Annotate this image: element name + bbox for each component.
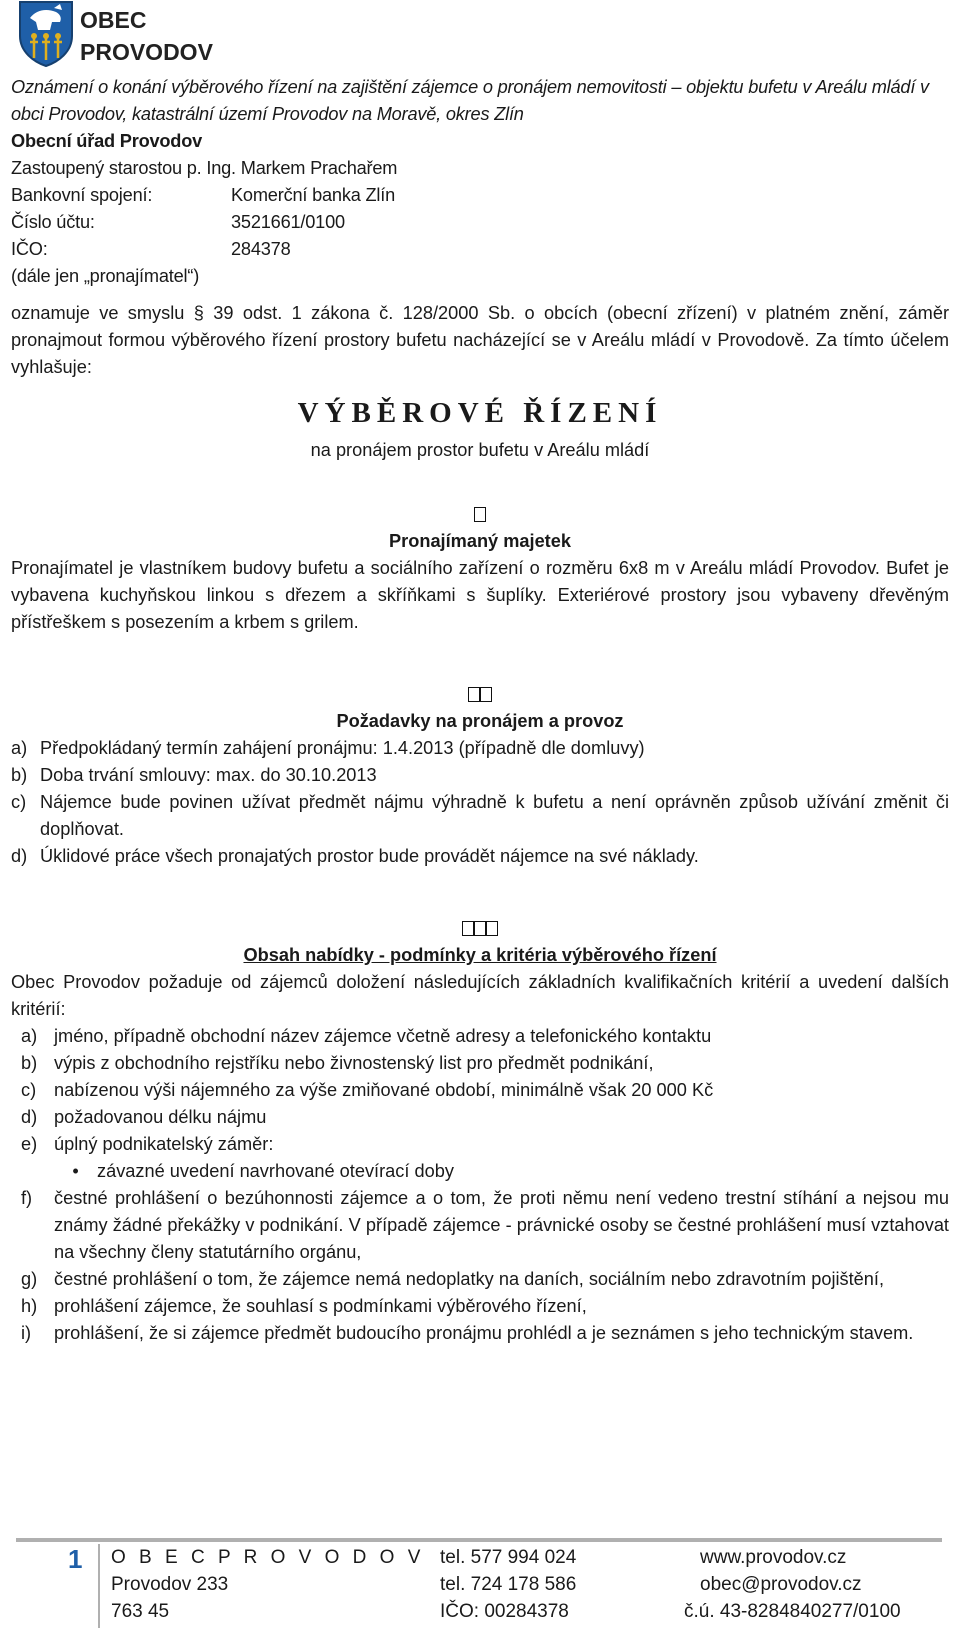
main-subtitle: na pronájem prostor bufetu v Areálu mládí [310,440,650,460]
footer-address-1: Provodov 233 [111,1574,229,1595]
missing-glyph-icon [480,687,492,702]
list-item: d) požadovanou délku nájmu [21,1107,267,1127]
list-item: e) úplný podnikatelský záměr: [21,1134,274,1154]
footer-account: č.ú. 43-8284840277/0100 [684,1601,901,1622]
section-3-title: Obsah nabídky - podmínky a kritéria výběrového řízení [243,945,717,965]
bullet-dot-icon: • [72,1161,79,1181]
list-item: g) čestné prohlášení o tom, že zájemce nemá nedoplatky na daních, sociálním nebo zdravotním pojištění, [21,1269,885,1289]
section-2-title: Požadavky na pronájem a provoz [336,711,624,731]
ico-label: IČO: [11,239,48,259]
section-3-marker [11,914,949,942]
ico-value: 284378 [231,239,291,259]
footer-address-column [111,1544,424,1625]
section-1-body: Pronajímatel je vlastníkem budovy bufetu a sociálního zařízení o rozměru 6x8 m v Areálu mládí Provodov. Bufet je vybavena kuchyňskou linkou s dřezem a skříňkami s šuplíky. Exteriérové prostory jsou vybaveny dřevěným přístřeškem s posezením a krbem s grilem. [11,558,949,632]
bank-label: Bankovní spojení: [11,185,153,205]
section-3-intro: Obec Provodov požaduje od zájemců doložení následujících základních kvalifikačních kritérií a uvedení dalších kritérií: [11,972,949,1019]
list-item: h) prohlášení zájemce, že souhlasí s podmínkami výběrového řízení, [21,1296,587,1316]
missing-glyph-icon [474,507,486,522]
footer-tel-2: tel. 724 178 586 [440,1574,577,1595]
list-item: b) Doba trvání smlouvy: max. do 30.10.2013 [11,765,377,785]
document-body [11,74,949,1347]
footer-web-link[interactable]: www.provodov.cz [700,1547,847,1568]
list-item: d) Úklidové práce všech pronajatých prostor bude provádět nájemce na své náklady. [11,846,699,866]
list-item: c) Nájemce bude povinen užívat předmět nájmu výhradně k bufetu a není oprávněn způsob užívání změnit či doplňovat. [11,792,949,839]
footer-name: O B E C P R O V O D O V [111,1547,425,1568]
section-1-title: Pronajímaný majetek [389,531,571,551]
footer-address-2: 763 45 [111,1601,170,1622]
account-row [11,209,949,236]
footer-divider [16,1538,942,1542]
brand-line-1: OBEC [80,7,147,33]
section-2-marker [11,680,949,708]
footer-web-column [684,1544,901,1625]
ico-row [11,236,949,263]
represented-by: Zastoupený starostou p. Ing. Markem Prachařem [11,158,398,178]
missing-glyph-icon [462,921,474,936]
footer-vertical-divider [98,1544,100,1628]
account-value: 3521661/0100 [231,212,345,232]
list-item: b) výpis z obchodního rejstříku nebo živnostenský list pro předmět podnikání, [21,1053,654,1073]
municipal-crest-icon [16,0,76,68]
footer-ico: IČO: 00284378 [440,1601,569,1622]
missing-glyph-icon [474,921,486,936]
footer-tel-1: tel. 577 994 024 [440,1547,577,1568]
section-2-list [11,735,949,870]
notice-title: Oznámení o konání výběrového řízení na zajištění zájemce o pronájem nemovitosti – objektu bufetu v Areálu mládí v obci Provodov, katastrální území Provodov na Moravě, okres Zlín [11,77,929,124]
office-name: Obecní úřad Provodov [11,131,203,151]
bullet-item: • závazné uvedení navrhované otevírací doby [11,1158,949,1185]
list-item: c) nabízenou výši nájemného za výše zmiňované období, minimálně však 20 000 Kč [21,1080,714,1100]
page-header [16,0,213,70]
list-item: a) Předpokládaný termín zahájení pronájmu: 1.4.2013 (případně dle domluvy) [11,738,645,758]
bank-row [11,182,949,209]
missing-glyph-icon [486,921,498,936]
bank-value: Komerční banka Zlín [231,185,396,205]
section-3-list [11,1023,949,1347]
main-title: VÝBĚROVÉ ŘÍZENÍ [297,397,663,429]
section-1-marker [11,500,949,528]
list-item: f) čestné prohlášení o bezúhonnosti zájemce a o tom, že proti němu není vedeno trestní stíhání a nejsou mu známy žádné překážky v podnikání. V případě zájemce - právnické osoby se čestné prohlášení musí vztahovat na všechny členy statutárního orgánu, [21,1188,949,1262]
missing-glyph-icon [468,687,480,702]
footer-contact-column [440,1544,576,1625]
municipality-brand [80,4,213,68]
lessor-note: (dále jen „pronajímatel“) [11,266,200,286]
announcement-text: oznamuje ve smyslu § 39 odst. 1 zákona č. 128/2000 Sb. o obcích (obecní zřízení) v platném znění, záměr pronajmout formou výběrového řízení prostory bufetu nacházející se v Areálu mládí v Provodově. Za tímto účelem vyhlašuje: [11,303,949,377]
footer-email-link[interactable]: obec@provodov.cz [700,1574,862,1595]
account-label: Číslo účtu: [11,212,95,232]
page-number: 1 [68,1544,83,1574]
brand-line-2: PROVODOV [80,39,213,65]
list-item: a) jméno, případně obchodní název zájemce včetně adresy a telefonického kontaktu [21,1026,712,1046]
list-item: i) prohlášení, že si zájemce předmět budoucího pronájmu prohlédl a je seznámen s jeho technickým stavem. [21,1323,914,1343]
